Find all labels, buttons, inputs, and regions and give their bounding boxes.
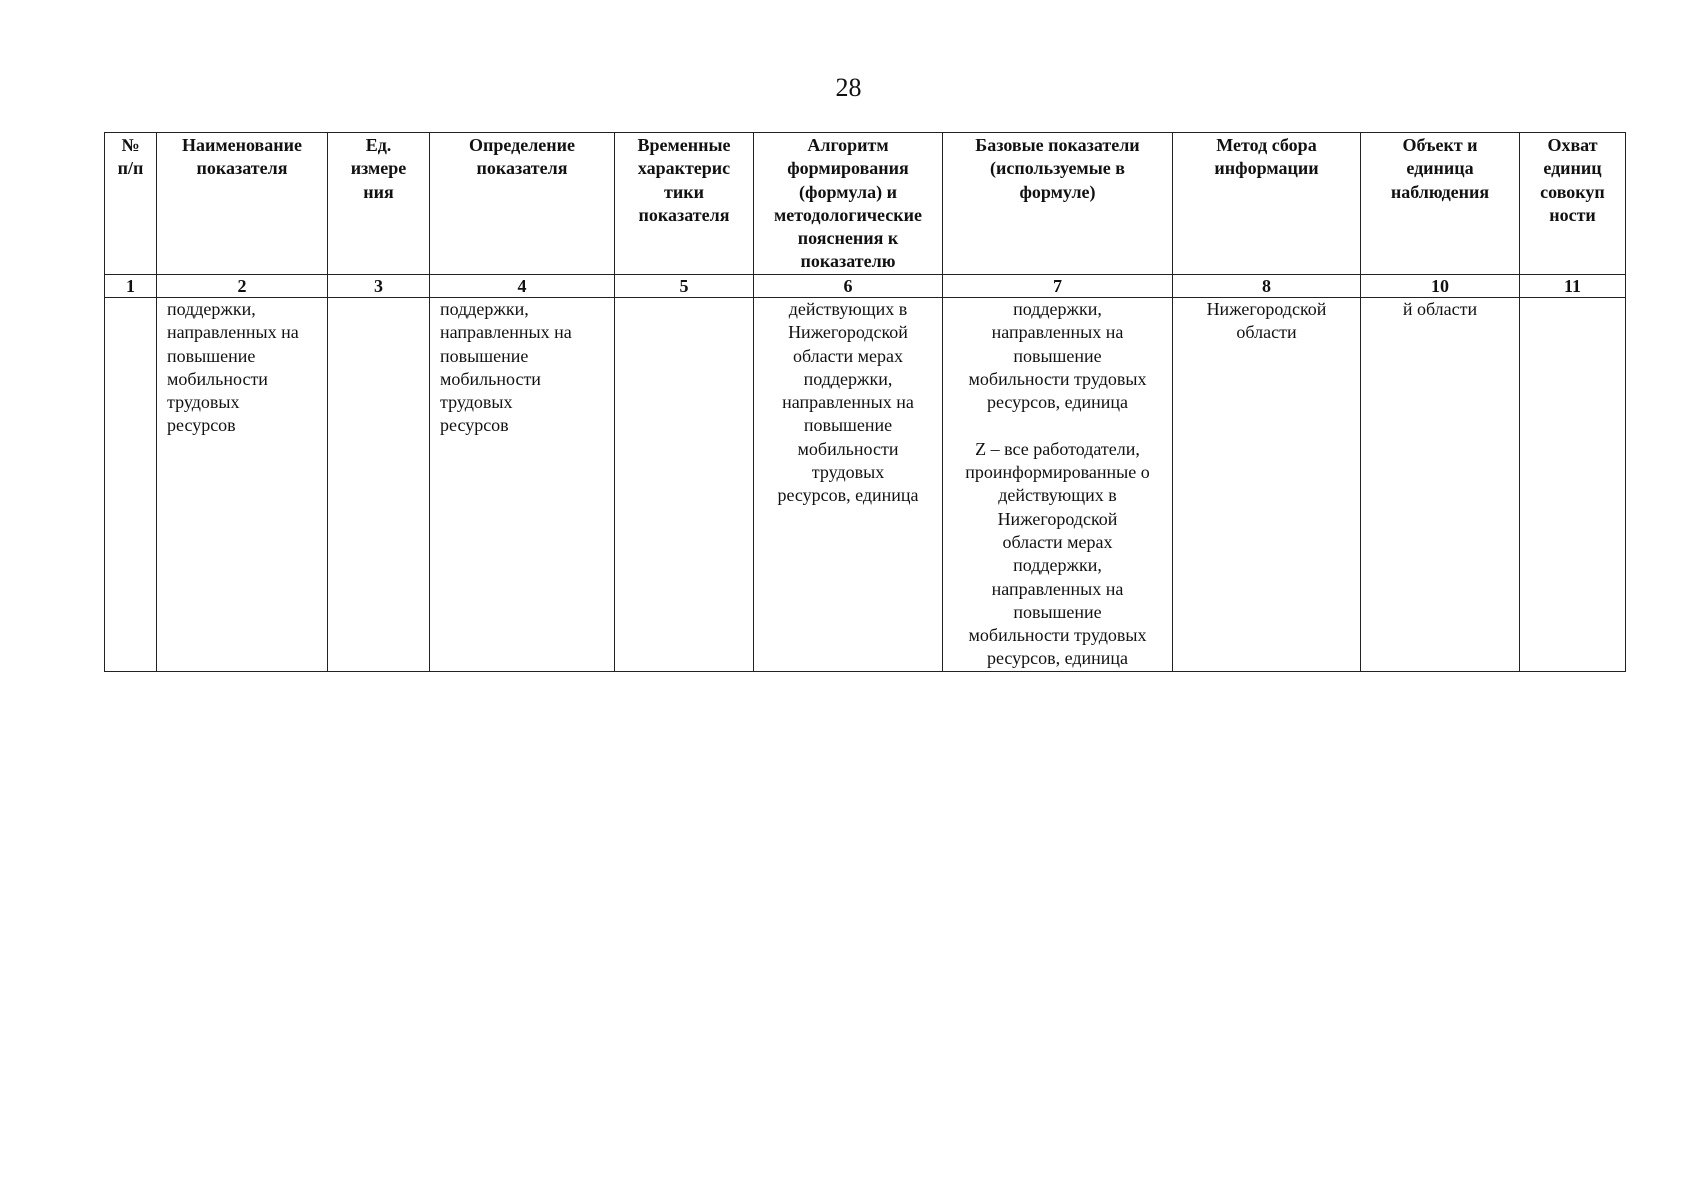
column-number-row xyxy=(105,275,1626,298)
column-number: 11 xyxy=(1520,275,1626,298)
cell-collection-method: Нижегородской области xyxy=(1173,298,1361,672)
header-coverage: Охват единиц совокуп ности xyxy=(1520,133,1626,275)
column-number: 8 xyxy=(1173,275,1361,298)
page-number: 28 xyxy=(835,73,862,102)
cell-algorithm: действующих в Нижегородской области мерах поддержки, направленных на повышение мобильности трудовых ресурсов, единица xyxy=(754,298,943,672)
header-observation-object: Объект и единица наблюдения xyxy=(1361,133,1520,275)
column-number: 2 xyxy=(157,275,328,298)
column-number: 3 xyxy=(328,275,430,298)
header-indicator-name: Наименование показателя xyxy=(157,133,328,275)
header-definition: Определение показателя xyxy=(430,133,615,275)
column-number: 5 xyxy=(615,275,754,298)
cell-indicator-name: поддержки, направленных на повышение мобильности трудовых ресурсов xyxy=(157,298,328,672)
header-time-characteristics: Временные характерис тики показателя xyxy=(615,133,754,275)
header-base-indicators: Базовые показатели (используемые в формуле) xyxy=(943,133,1173,275)
header-algorithm: Алгоритм формирования (формула) и методологические пояснения к показателю xyxy=(754,133,943,275)
cell-base-indicators: поддержки, направленных на повышение мобильности трудовых ресурсов, единица Z – все работодатели, проинформированные о действующих в Нижегородской области мерах поддержки, направленных на повышение мобильности трудовых ресурсов, единица xyxy=(943,298,1173,672)
column-number: 4 xyxy=(430,275,615,298)
cell-observation-object: й области xyxy=(1361,298,1520,672)
column-number: 10 xyxy=(1361,275,1520,298)
column-number: 6 xyxy=(754,275,943,298)
column-number: 7 xyxy=(943,275,1173,298)
cell-number xyxy=(105,298,157,672)
header-row xyxy=(105,133,1626,275)
header-collection-method: Метод сбора информации xyxy=(1173,133,1361,275)
header-unit: Ед. измере ния xyxy=(328,133,430,275)
indicators-table xyxy=(104,132,1626,672)
column-number: 1 xyxy=(105,275,157,298)
cell-unit xyxy=(328,298,430,672)
table-row xyxy=(105,298,1626,672)
cell-time-characteristics xyxy=(615,298,754,672)
cell-coverage xyxy=(1520,298,1626,672)
header-number: № п/п xyxy=(105,133,157,275)
cell-definition: поддержки, направленных на повышение мобильности трудовых ресурсов xyxy=(430,298,615,672)
